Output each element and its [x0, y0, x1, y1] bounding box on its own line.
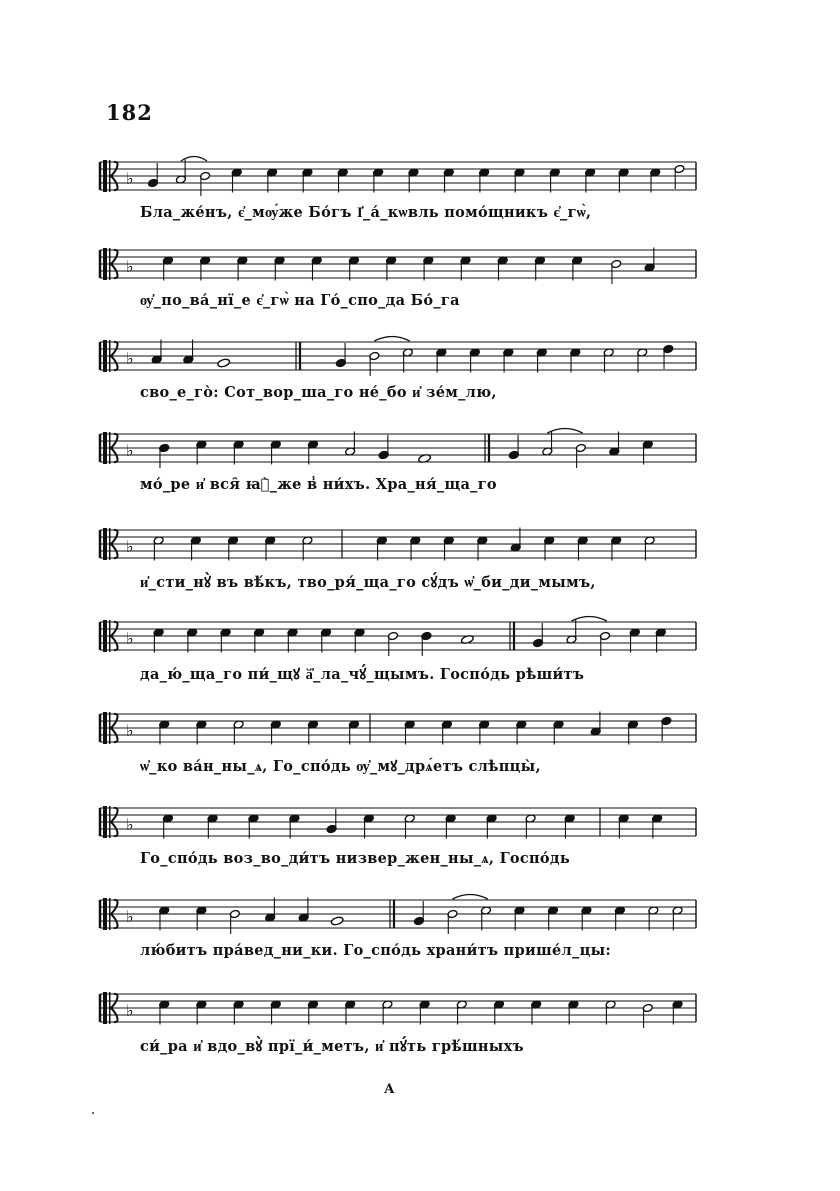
half-note [388, 631, 399, 656]
half-note [542, 432, 553, 457]
music-staff [100, 712, 700, 752]
half-note [447, 909, 458, 934]
half-note [302, 536, 313, 561]
paper-speck [92, 1112, 94, 1114]
quarter-note [477, 536, 488, 561]
half-note [456, 1000, 467, 1025]
quarter-note [479, 168, 490, 193]
quarter-note [535, 256, 546, 281]
quarter-note [514, 906, 525, 931]
quarter-note [644, 248, 655, 273]
lyric-line: сво_е_го̀: Сот_вор_ша_го не́_бо и҆ зе́м_лю, [140, 384, 497, 401]
half-note [603, 348, 614, 373]
slur [547, 429, 582, 434]
flat-key-signature-icon: ♭ [126, 257, 134, 276]
quarter-note [159, 906, 170, 931]
quarter-note [445, 814, 456, 839]
quarter-note [274, 256, 285, 281]
half-note [382, 1000, 393, 1025]
quarter-note [153, 628, 164, 653]
quarter-note [479, 720, 490, 745]
half-note [575, 443, 586, 468]
flat-key-signature-icon: ♭ [126, 629, 134, 648]
half-note [402, 348, 413, 373]
flat-key-signature-icon: ♭ [126, 815, 134, 834]
printer-signature-mark: А [384, 1082, 395, 1097]
quarter-note [159, 720, 170, 745]
half-note [176, 160, 187, 185]
quarter-note [378, 435, 389, 460]
flat-key-signature-icon: ♭ [126, 349, 134, 368]
quarter-note [572, 256, 583, 281]
quarter-note [442, 720, 453, 745]
quarter-note [510, 528, 521, 553]
quarter-note [237, 256, 248, 281]
quarter-note [414, 901, 425, 926]
quarter-note [289, 814, 300, 839]
quarter-note [248, 814, 259, 839]
quarter-note [533, 623, 544, 648]
quarter-note [618, 814, 629, 839]
quarter-note [408, 168, 419, 193]
half-note [637, 348, 648, 373]
quarter-note [568, 1000, 579, 1025]
lyric-line: ѡ҆_ко ва́н_ны_ѧ, Го_спо́дь ѹ҆_мꙋ_дрѧ́етъ слѣпцы̀, [140, 758, 541, 775]
lyric-line: си́_ра и҆ вдо_вꙋ̀ прї_и́_метъ, и҆ пꙋ́ть грѣ́шныхъ [140, 1038, 524, 1055]
quarter-note [663, 344, 674, 369]
half-note [153, 536, 164, 561]
flat-key-signature-icon: ♭ [126, 441, 134, 460]
lyric-line: мо́_ре и҆ вся̑ ꙗ҆̀_же в̾ ни́хъ. Хра_ня́_ща_го [140, 476, 497, 493]
quarter-note [460, 256, 471, 281]
music-staff [100, 528, 700, 568]
quarter-note [564, 814, 575, 839]
quarter-note [443, 168, 454, 193]
quarter-note [423, 256, 434, 281]
half-note [605, 1000, 616, 1025]
slur [572, 617, 607, 622]
quarter-note [151, 340, 162, 365]
flat-key-signature-icon: ♭ [126, 1001, 134, 1020]
quarter-note [270, 1000, 281, 1025]
quarter-note [265, 898, 276, 923]
quarter-note [190, 536, 201, 561]
quarter-note [187, 628, 198, 653]
quarter-note [159, 443, 170, 468]
half-note [674, 164, 685, 189]
quarter-note [298, 898, 309, 923]
half-note [566, 620, 577, 645]
quarter-note [148, 163, 159, 188]
quarter-note [196, 720, 207, 745]
quarter-note [516, 720, 527, 745]
quarter-note [207, 814, 218, 839]
quarter-note [536, 348, 547, 373]
quarter-note [196, 440, 207, 465]
quarter-note [386, 256, 397, 281]
quarter-note [231, 168, 242, 193]
quarter-note [220, 628, 231, 653]
half-note [672, 906, 683, 931]
quarter-note [335, 343, 346, 368]
half-note [345, 432, 356, 457]
quarter-note [486, 814, 497, 839]
quarter-note [163, 256, 174, 281]
music-staff [100, 620, 700, 660]
quarter-note [163, 814, 174, 839]
quarter-note [436, 348, 447, 373]
lyric-line: Бла_же́нъ, є҆_мѹ́же Бо́гъ І҆_а́_кѡвль помо́щникъ є҆_гѡ̀, [140, 204, 592, 221]
quarter-note [196, 906, 207, 931]
quarter-note [661, 716, 672, 741]
half-note [229, 909, 240, 934]
half-note [642, 1003, 653, 1028]
quarter-note [337, 168, 348, 193]
half-note [481, 906, 492, 931]
quarter-note [308, 720, 319, 745]
slur [374, 337, 409, 342]
half-note [369, 351, 380, 376]
quarter-note [585, 168, 596, 193]
quarter-note [404, 720, 415, 745]
quarter-note [321, 628, 332, 653]
flat-key-signature-icon: ♭ [126, 537, 134, 556]
quarter-note [349, 720, 360, 745]
quarter-note [508, 435, 519, 460]
half-note [404, 814, 415, 839]
half-note [525, 814, 536, 839]
quarter-note [609, 432, 620, 457]
quarter-note [469, 348, 480, 373]
quarter-note [497, 256, 508, 281]
flat-key-signature-icon: ♭ [126, 169, 134, 188]
slur [452, 895, 487, 900]
lyric-line: ѹ҆_по_ва́_нї_е є҆_гѡ̀ на Го́_спо_да Бо́_га [140, 292, 460, 309]
quarter-note [421, 631, 432, 656]
half-note [233, 720, 244, 745]
quarter-note [652, 814, 663, 839]
quarter-note [650, 168, 661, 193]
quarter-note [265, 536, 276, 561]
quarter-note [531, 1000, 542, 1025]
quarter-note [308, 1000, 319, 1025]
quarter-note [363, 814, 374, 839]
quarter-note [549, 168, 560, 193]
quarter-note [577, 536, 588, 561]
quarter-note [254, 628, 265, 653]
quarter-note [544, 536, 555, 561]
music-staff [100, 898, 700, 938]
quarter-note [287, 628, 298, 653]
quarter-note [628, 720, 639, 745]
lyric-line: лю́битъ пра́вед_ни_ки. Го_спо́дь храни́тъ прише́л_цы: [140, 942, 612, 959]
music-staff [100, 432, 700, 472]
music-staff [100, 806, 700, 846]
half-note [611, 259, 622, 284]
half-note [648, 906, 659, 931]
quarter-note [196, 1000, 207, 1025]
quarter-note [655, 628, 666, 653]
quarter-note [443, 536, 454, 561]
quarter-note [419, 1000, 430, 1025]
quarter-note [308, 440, 319, 465]
lyric-line: и҆_сти_нꙋ̀ въ вѣ́къ, тво_ря́_ща_го сꙋ́дъ ѡ҆_би_ди_мымъ, [140, 574, 596, 591]
quarter-note [200, 256, 211, 281]
quarter-note [233, 440, 244, 465]
lyric-line: Го_спо́дь воз_во_ди́тъ низвер_жен_ны_ѧ, Госпо́дь [140, 850, 571, 867]
whole-note [217, 358, 230, 368]
quarter-note [302, 168, 313, 193]
flat-key-signature-icon: ♭ [126, 907, 134, 926]
quarter-note [672, 1000, 683, 1025]
music-staff [100, 248, 700, 288]
lyric-line: да_ю́_ща_го пи́_щꙋ ӑ҆_ла_чꙋ́_щымъ. Госпо́дь рѣши́тъ [140, 666, 585, 683]
quarter-note [373, 168, 384, 193]
quarter-note [270, 440, 281, 465]
quarter-note [159, 1000, 170, 1025]
music-staff [100, 992, 700, 1032]
music-staff [100, 340, 700, 380]
quarter-note [233, 1000, 244, 1025]
quarter-note [611, 536, 622, 561]
quarter-note [629, 628, 640, 653]
half-note [200, 171, 211, 196]
quarter-note [311, 256, 322, 281]
half-note [600, 631, 611, 656]
whole-note [330, 916, 343, 926]
quarter-note [349, 256, 360, 281]
quarter-note [618, 168, 629, 193]
quarter-note [570, 348, 581, 373]
quarter-note [614, 906, 625, 931]
quarter-note [514, 168, 525, 193]
flat-key-signature-icon: ♭ [126, 721, 134, 740]
quarter-note [590, 712, 601, 737]
quarter-note [267, 168, 278, 193]
music-staff [100, 160, 700, 200]
quarter-note [581, 906, 592, 931]
quarter-note [494, 1000, 505, 1025]
half-note [644, 536, 655, 561]
quarter-note [553, 720, 564, 745]
quarter-note [376, 536, 387, 561]
quarter-note [548, 906, 559, 931]
quarter-note [410, 536, 421, 561]
quarter-note [642, 440, 653, 465]
quarter-note [183, 340, 194, 365]
page-number: 182 [106, 100, 153, 125]
quarter-note [270, 720, 281, 745]
quarter-note [228, 536, 239, 561]
quarter-note [345, 1000, 356, 1025]
quarter-note [326, 809, 337, 834]
quarter-note [354, 628, 365, 653]
quarter-note [503, 348, 514, 373]
